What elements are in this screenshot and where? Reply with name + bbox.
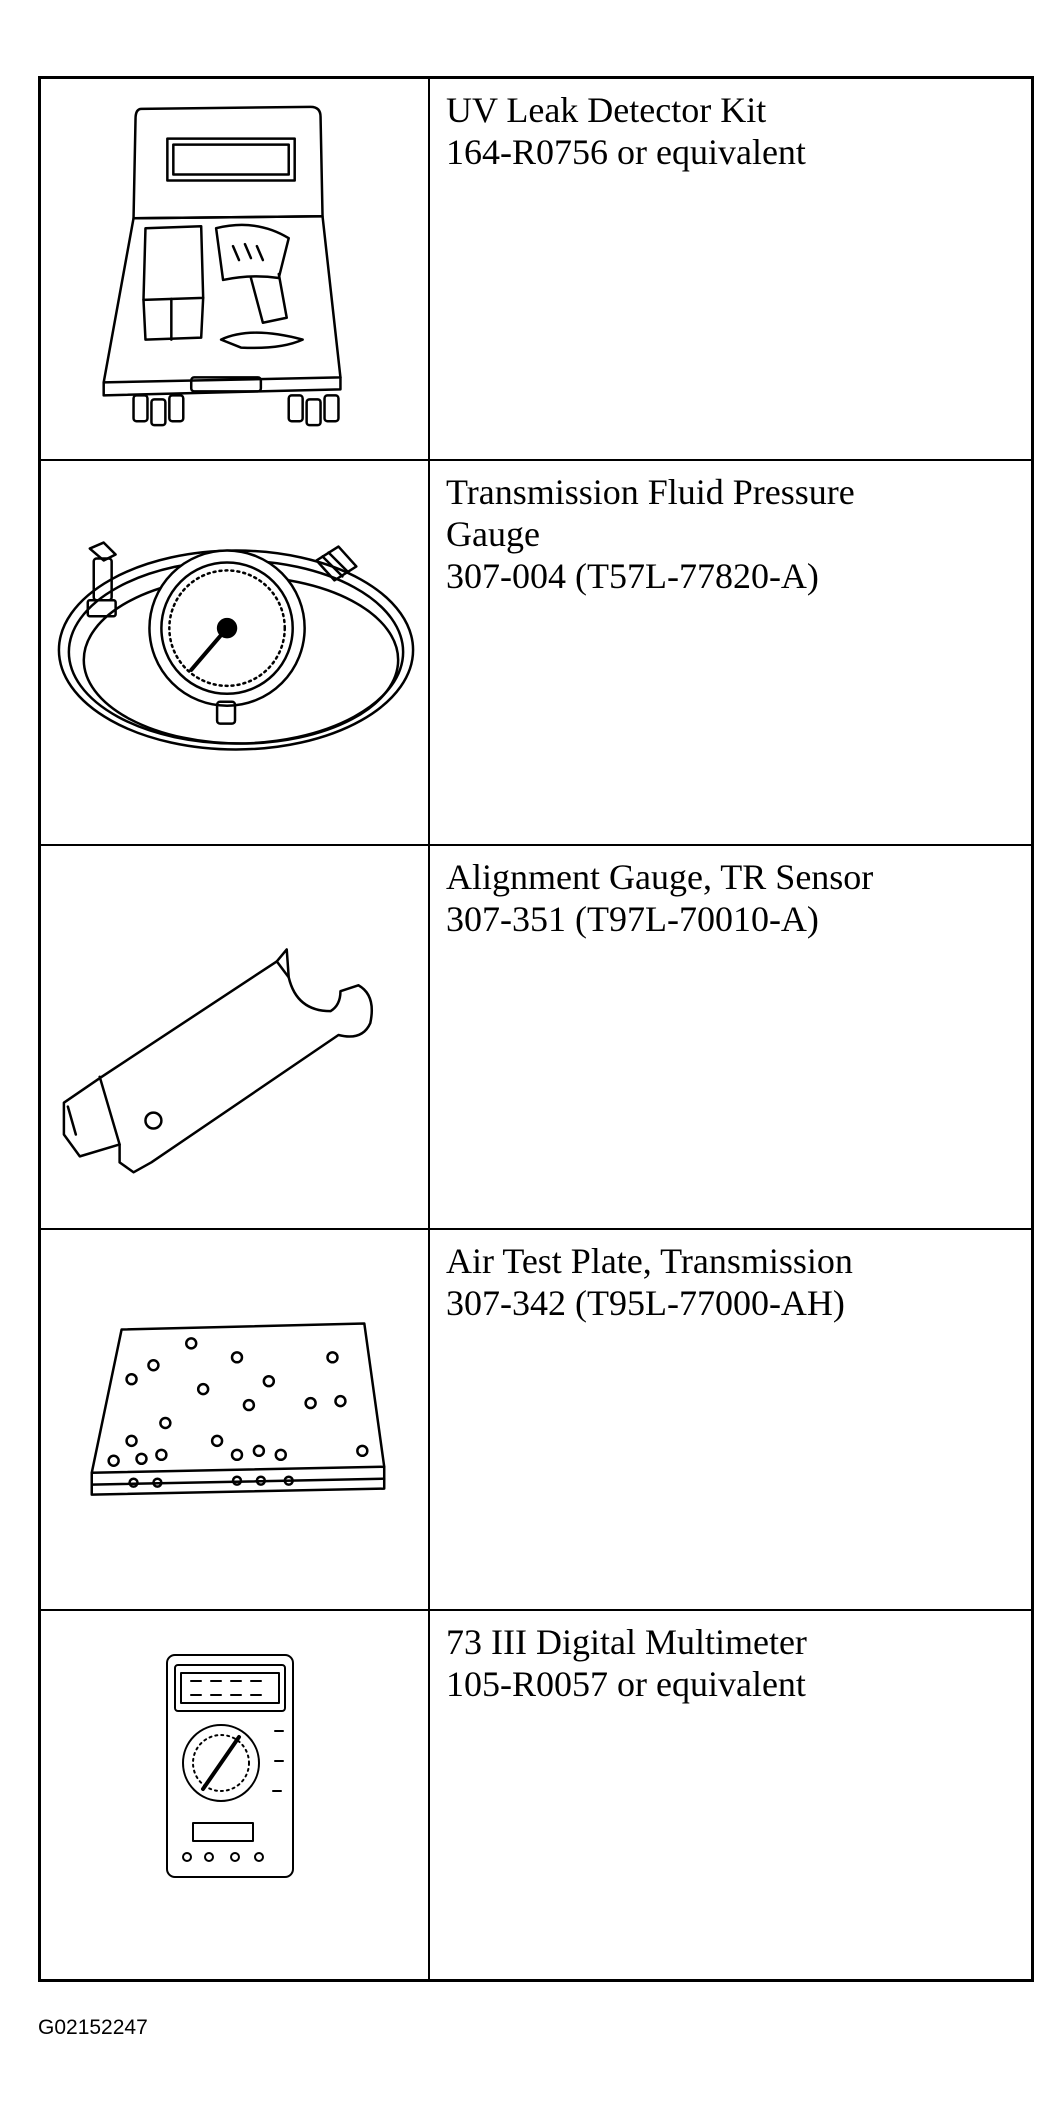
tool-description [446, 1240, 1021, 1324]
air-test-plate-illustration [41, 1230, 430, 1609]
tool-image-cell [41, 1611, 430, 1979]
tool-image-cell [41, 461, 430, 844]
tool-description [446, 471, 1021, 597]
tool-name: UV Leak Detector Kit [446, 90, 767, 130]
tool-image-cell [41, 1230, 430, 1609]
tool-description [446, 89, 1021, 173]
tool-description [446, 856, 1021, 940]
tool-row-alignment-gauge [41, 846, 1031, 1230]
tool-name: Air Test Plate, Transmission [446, 1241, 853, 1281]
tool-name: 73 III Digital Multimeter [446, 1622, 807, 1662]
tool-image-cell [41, 79, 430, 459]
tool-row-pressure-gauge [41, 461, 1031, 846]
figure-id: G02152247 [38, 2016, 148, 2039]
alignment-gauge-illustration [41, 846, 430, 1228]
digital-multimeter-illustration [41, 1611, 430, 1979]
tool-part-number: 307-342 (T95L-77000-AH) [446, 1283, 845, 1323]
tool-name: Alignment Gauge, TR Sensor [446, 857, 874, 897]
tool-row-air-test-plate [41, 1230, 1031, 1611]
tool-part-number: 105-R0057 or equivalent [446, 1664, 806, 1704]
uv-leak-detector-kit-illustration [41, 79, 430, 459]
tool-description [446, 1621, 1021, 1705]
tool-part-number: 164-R0756 or equivalent [446, 132, 806, 172]
tool-part-number: 307-351 (T97L-70010-A) [446, 899, 819, 939]
tool-name-line-1: Transmission Fluid Pressure [446, 472, 855, 512]
tool-row-uv-leak-detector-kit [41, 79, 1031, 461]
tool-name-line-2: Gauge [446, 514, 540, 554]
tool-part-number: 307-004 (T57L-77820-A) [446, 556, 819, 596]
special-tools-table [38, 76, 1034, 1982]
tool-image-cell [41, 846, 430, 1228]
pressure-gauge-illustration [41, 461, 430, 844]
tool-row-digital-multimeter [41, 1611, 1031, 1979]
